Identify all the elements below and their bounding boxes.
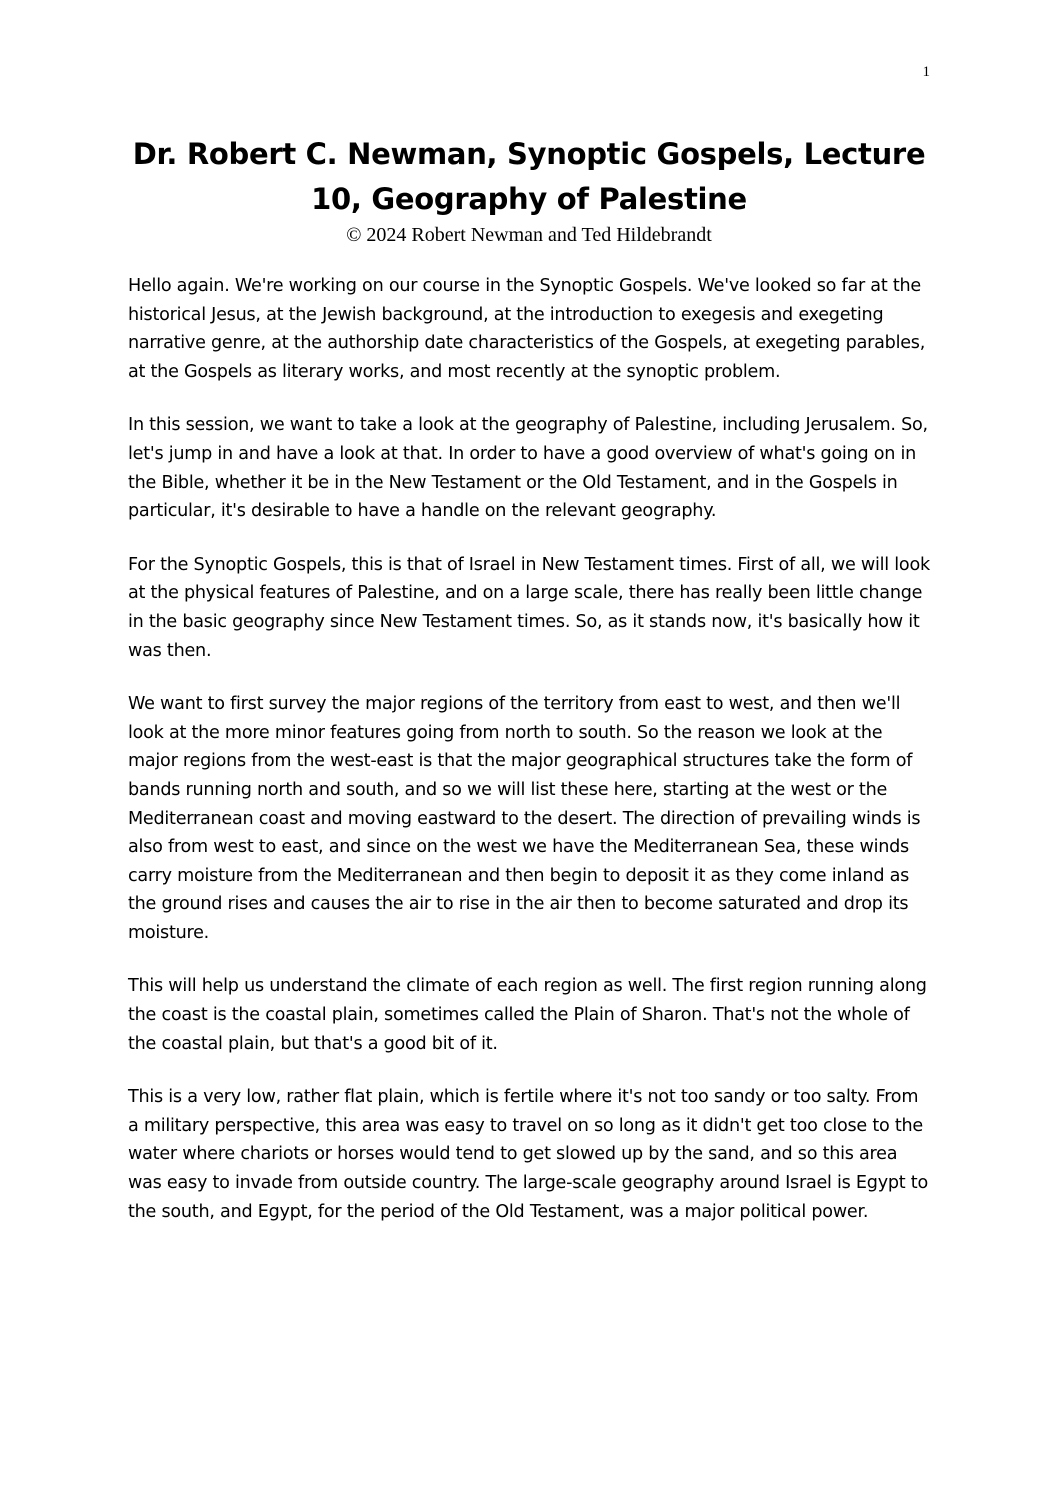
copyright-notice: © 2024 Robert Newman and Ted Hildebrandt: [346, 224, 712, 246]
paragraph-1: Hello again. We're working on our course in the Synoptic Gospels. We've looked so far at the historical Jesus, at the Jewish background, at the introduction to exegesis and exegeting narrative genre, at the authorship date characteristics of the Gospels, at exegeting parables, at the Gospels as literary works, and most recently at the synoptic problem.: [128, 276, 926, 382]
title-line-1: Dr. Robert C. Newman, Synoptic Gospels, Lecture: [132, 137, 926, 171]
page-number: 1: [922, 64, 930, 80]
paragraph-6: This is a very low, rather flat plain, which is fertile where it's not too sandy or too salty. From a military perspective, this area was easy to travel on so long as it didn't get too close to the water where chariots or horses would tend to get slowed up by the sand, and so this area was easy to invade from outside country. The large-scale geography around Israel is Egypt to the south, and Egypt, for the period of the Old Testament, was a major political power.: [128, 1087, 928, 1222]
paragraph-3: For the Synoptic Gospels, this is that of Israel in New Testament times. First of all, we will look at the physical features of Palestine, and on a large scale, there has really been little change in the basic geography since New Testament times. So, as it stands now, it's basically how it was then.: [128, 554, 930, 661]
page-title: [100, 132, 958, 222]
lecture-transcript: [128, 272, 934, 1251]
paragraph-2: In this session, we want to take a look at the geography of Palestine, including Jerusalem. So, let's jump in and have a look at that. In order to have a good overview of what's going on in the Bible, whether it be in the New Testament or the Old Testament, and in the Gospels in particular, it's desirable to have a handle on the relevant geography.: [128, 415, 928, 522]
paragraph-5: This will help us understand the climate of each region as well. The first region running along the coast is the coastal plain, sometimes called the Plain of Sharon. That's not the whole of the coastal plain, but that's a good bit of it.: [128, 976, 927, 1054]
title-line-2: 10, Geography of Palestine: [311, 182, 747, 216]
paragraph-4: We want to first survey the major regions of the territory from east to west, and then we'll look at the more minor features going from north to south. So the reason we look at the major regions from the west-east is that the major geographical structures take the form of bands running north and south, and so we will list these here, starting at the west or the Mediterranean coast and moving eastward to the desert. The direction of prevailing winds is also from west to east, and since on the west we have the Mediterranean Sea, these winds carry moisture from the Mediterranean and then begin to deposit it as they come inland as the ground rises and causes the air to rise in the air then to become saturated and drop its moisture.: [128, 694, 921, 943]
